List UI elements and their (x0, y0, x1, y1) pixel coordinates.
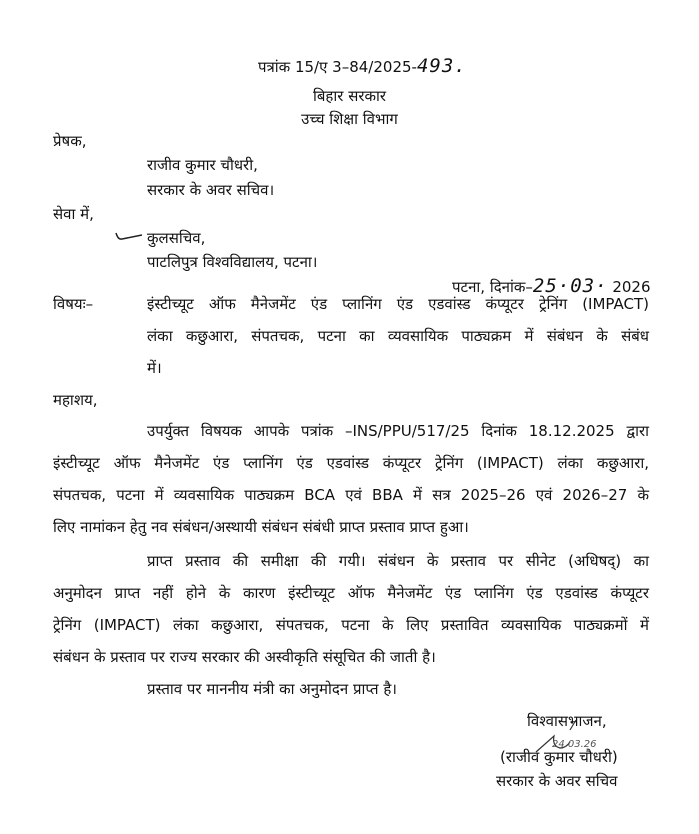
paragraph-line: अनुमोदन प्राप्त नहीं होने के कारण इंस्टीच्यूट ऑफ मैनेजमेंट एंड प्लानिंग एंड एडवांस्ड कंप्यूटर (53, 584, 649, 602)
sender-label: प्रेषक, (53, 132, 87, 150)
subject-line: इंस्टीच्यूट ऑफ मैनेजमेंट एंड प्लानिंग एंड एडवांस्ड कंप्यूटर ट्रेनिंग (IMPACT) (147, 295, 649, 313)
paragraph-line: लिए नामांकन हेतु नव संबंधन/अस्थायी संबंधन संबंधी प्राप्त प्रस्ताव प्राप्त हुआ। (53, 518, 469, 536)
paragraph-line: इंस्टीच्यूट ऑफ मैनेजमेंट एंड प्लानिंग एंड एडवांस्ड कंप्यूटर ट्रेनिंग (IMPACT) लंका कछुआरा, (53, 454, 649, 472)
signatory-designation: सरकार के अवर सचिव (496, 772, 618, 790)
paragraph-line: ट्रेनिंग (IMPACT) लंका कछुआरा, संपतचक, पटना के लिए प्रस्तावित व्यवसायिक पाठ्यक्रमों में (53, 616, 649, 634)
department-name: उच्च शिक्षा विभाग (301, 110, 398, 128)
date-handwritten: 25·03· (532, 275, 608, 297)
paragraph-line: संबंधन के प्रस्ताव पर राज्य सरकार की अस्वीकृति संसूचित की जाती है। (53, 648, 436, 666)
sender-designation: सरकार के अवर सचिव। (147, 181, 275, 199)
recipient-label: सेवा में, (53, 205, 94, 223)
subject-line: में। (147, 359, 162, 377)
salutation: महाशय, (53, 391, 98, 409)
letter-date: पटना, दिनांक–25·03· 2026 (452, 275, 651, 297)
paragraph-line: संपतचक, पटना में व्यवसायिक पाठ्यक्रम BCA एवं BBA में सत्र 2025–26 एवं 2026–27 के (53, 486, 649, 504)
paragraph-line: प्राप्त प्रस्ताव की समीक्षा की गयी। संबंधन के प्रस्ताव पर सीनेट (अधिषद्) का (147, 552, 649, 570)
valediction: विश्वासभाजन, (527, 712, 607, 730)
paragraph-line: उपर्युक्त विषयक आपके पत्रांक –INS/PPU/517/25 दिनांक 18.12.2025 द्वारा (147, 422, 649, 440)
reference-handwritten: 493. (416, 55, 467, 77)
handwritten-tick-mark (114, 230, 146, 244)
sender-name: राजीव कुमार चौधरी, (147, 156, 258, 174)
subject-label: विषयः– (53, 295, 94, 313)
reference-number (258, 56, 467, 77)
subject-line: लंका कछुआरा, संपतचक, पटना का व्यवसायिक पाठ्यक्रम में संबंधन के संबंध (147, 327, 649, 345)
recipient-organization: पाटलिपुत्र विश्वविद्यालय, पटना। (147, 253, 318, 271)
signatory-name: (राजीव कुमार चौधरी) (500, 748, 618, 766)
recipient-title: कुलसचिव, (147, 229, 206, 247)
reference-prefix: पत्रांक 15/ए 3–84/2025- (258, 58, 417, 76)
government-name: बिहार सरकार (312, 87, 387, 105)
signature-date: 24.03.26 (552, 739, 597, 750)
paragraph-line: प्रस्ताव पर माननीय मंत्री का अनुमोदन प्राप्त है। (147, 680, 397, 698)
